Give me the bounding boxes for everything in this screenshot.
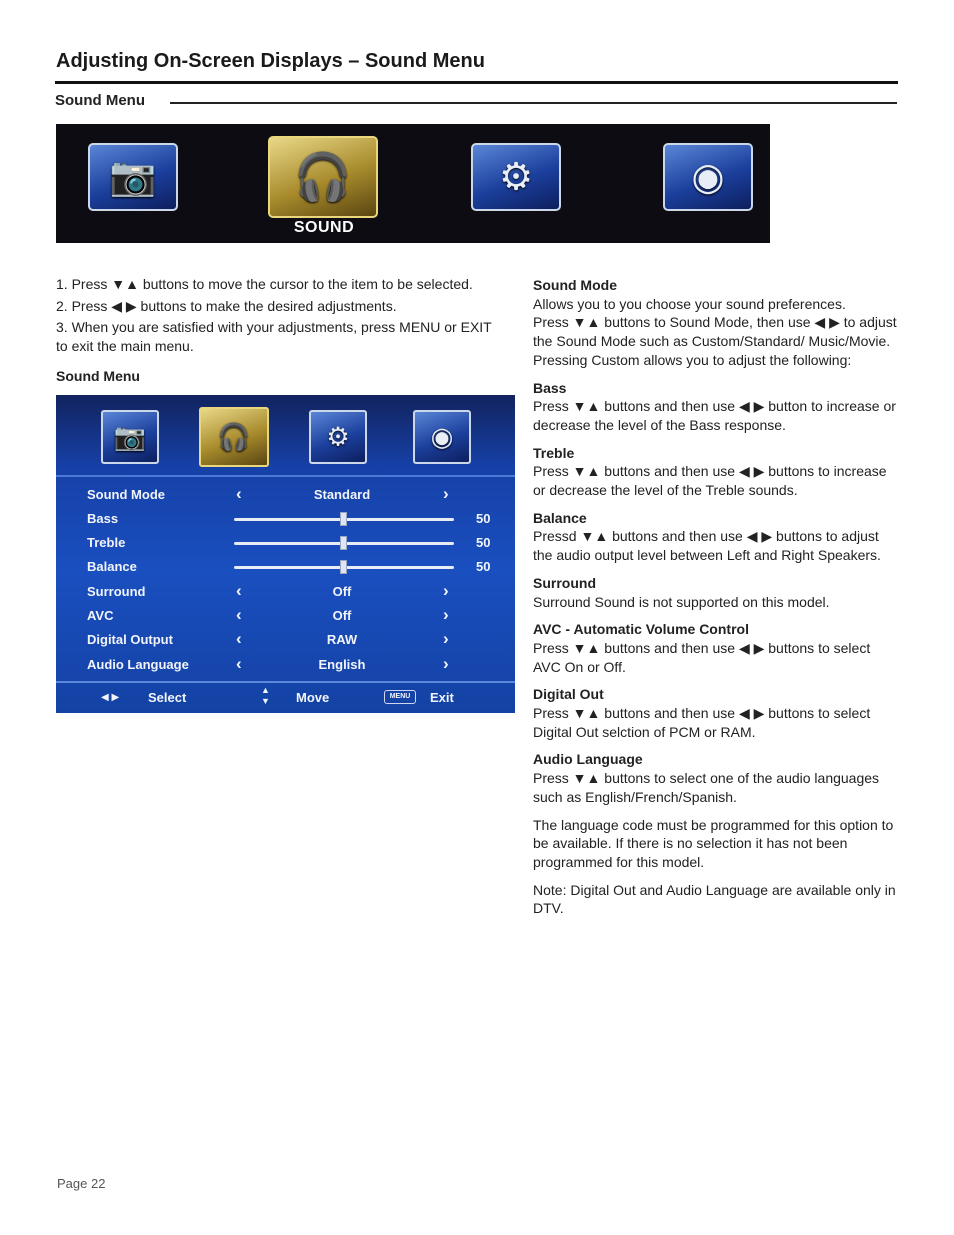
left-right-arrows-icon: ◀ ▶ <box>101 692 120 703</box>
chevron-right-icon: › <box>443 605 449 624</box>
gear-icon: ⚙ <box>309 410 367 464</box>
sound-mode-block: Sound Mode Allows you to you choose your sound preferences. Press ▼▲ buttons to Sound Mode, then use ◀ ▶ to adjust the Sound Mode such as Custom/Standard/ Music/Movie. Pressing Custom allows you to adjust the following: <box>533 277 897 368</box>
instructions <box>56 275 506 358</box>
bass-block: Bass Press ▼▲ buttons and then use ◀ ▶ button to increase or decrease the level of the Bass response. <box>533 379 896 433</box>
step-3: 3. When you are satisfied with your adjustments, press MENU or EXIT to exit the main menu. <box>56 319 492 354</box>
chevron-left-icon: ‹ <box>236 654 242 673</box>
step-2: 2. Press ◀ ▶ buttons to make the desired adjustments. <box>56 297 397 314</box>
menu-row-treble: Treble 50 <box>87 535 491 550</box>
menu-row-surround: Surround ‹ Off › <box>87 581 449 600</box>
up-down-arrows-icon: ▲▼ <box>261 685 270 706</box>
camera-icon: 📷 <box>88 143 178 211</box>
page-number: Page 22 <box>57 1176 106 1191</box>
chevron-right-icon: › <box>443 581 449 600</box>
chevron-right-icon: › <box>443 484 449 503</box>
menu-banner-image <box>56 124 770 243</box>
section-divider <box>170 102 897 104</box>
language-code-note: The language code must be programmed for this option to be available. If there is no selection it has not been programmed for this model. <box>533 816 894 870</box>
icon-divider <box>56 475 515 477</box>
menu-row-balance: Balance 50 <box>87 559 491 574</box>
avc-block: AVC - Automatic Volume Control Press ▼▲ buttons and then use ◀ ▶ buttons to select AVC On or Off. <box>533 621 871 675</box>
section-label: Sound Menu <box>55 92 145 109</box>
move-hint: Move <box>296 690 330 705</box>
menu-row-digital-output: Digital Output ‹ RAW › <box>87 629 449 648</box>
title-divider <box>55 81 898 84</box>
audio-language-block: Audio Language Press ▼▲ buttons to select one of the audio languages such as English/French/Spanish. <box>533 751 880 805</box>
page-title: Adjusting On-Screen Displays – Sound Menu <box>56 50 485 72</box>
digital-out-block: Digital Out Press ▼▲ buttons and then use ◀ ▶ buttons to select Digital Out selction of PCM or RAM. <box>533 686 871 740</box>
exit-hint: Exit <box>430 690 454 705</box>
slider-knob <box>340 536 347 550</box>
sub-label: Sound Menu <box>56 368 140 384</box>
right-column <box>533 276 901 927</box>
globe-icon: ◉ <box>413 410 471 464</box>
headphones-icon: 🎧 <box>199 407 269 467</box>
menu-row-sound-mode: Sound Mode ‹ Standard › <box>87 484 449 503</box>
camera-icon: 📷 <box>101 410 159 464</box>
chevron-left-icon: ‹ <box>236 581 242 600</box>
headphones-icon: 🎧 <box>268 136 378 218</box>
slider-knob <box>340 560 347 574</box>
balance-block: Balance Pressd ▼▲ buttons and then use ◀ ▶ buttons to adjust the audio output level between Left and Right Speakers. <box>533 509 881 564</box>
menu-footer <box>56 685 515 713</box>
dtv-note: Note: Digital Out and Audio Language are available only in DTV. <box>533 881 896 917</box>
select-hint: Select <box>148 690 187 705</box>
chevron-right-icon: › <box>443 629 449 648</box>
surround-block: Surround Surround Sound is not supported on this model. <box>533 574 830 610</box>
menu-row-audio-language: Audio Language ‹ English › <box>87 654 449 673</box>
footer-divider <box>56 681 515 683</box>
step-1: 1. Press ▼▲ buttons to move the cursor to the item to be selected. <box>56 276 473 292</box>
chevron-left-icon: ‹ <box>236 629 242 648</box>
menu-key-icon: MENU <box>384 690 416 704</box>
chevron-right-icon: › <box>443 654 449 673</box>
chevron-left-icon: ‹ <box>236 484 242 503</box>
banner-caption: SOUND <box>293 219 355 236</box>
menu-row-bass: Bass 50 <box>87 511 491 526</box>
globe-icon: ◉ <box>663 143 753 211</box>
treble-block: Treble Press ▼▲ buttons and then use ◀ ▶ buttons to increase or decrease the level of the Treble sounds. <box>533 444 887 499</box>
gear-icon: ⚙ <box>471 143 561 211</box>
chevron-left-icon: ‹ <box>236 605 242 624</box>
sound-menu-screen <box>56 395 515 713</box>
menu-row-avc: AVC ‹ Off › <box>87 605 449 624</box>
slider-knob <box>340 512 347 526</box>
